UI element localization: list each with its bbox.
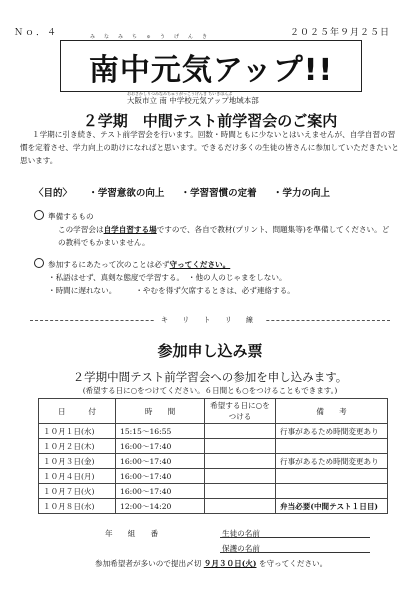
notice-title: ２学期 中間テスト前学習会のご案内	[82, 112, 338, 130]
goals-label: 〈目的〉	[34, 188, 73, 199]
table-row	[39, 454, 388, 469]
student-name-label: 生徒の名前	[222, 529, 260, 538]
cell-check[interactable]	[205, 424, 276, 439]
rule-line: ・時間に遅れない。 ・やむを得ず欠席するときは、必ず連絡する。	[48, 286, 295, 295]
cell-note: 行事があるため時間変更あり	[276, 424, 388, 439]
double-circle-icon	[34, 258, 44, 268]
cell-check[interactable]	[205, 469, 276, 484]
org-ruby: おおさかしりつみなみちゅうがっこうげんき ちいきほんぶ	[127, 91, 233, 96]
cell-date: １０月３日(金)	[39, 454, 116, 469]
cell-date: １０月１日(水)	[39, 424, 116, 439]
cell-check[interactable]	[205, 499, 276, 514]
intro-paragraph: １学期に引き続き、テスト前学習会を行います。回数・時間ともに少ないとはいえませんが、自学自習の習慣を定着させ、学力向上の助けになればと思います。できるだけ多くの生徒の皆さんに参加していただきたいと思います。	[20, 130, 399, 165]
column-header-check: 希望する日に○をつける	[205, 399, 276, 424]
cell-check[interactable]	[205, 484, 276, 499]
cell-check[interactable]	[205, 454, 276, 469]
table-header-row	[39, 399, 388, 424]
table-row	[39, 499, 388, 514]
title-box	[60, 40, 362, 92]
guardian-name-label: 保護の名前	[222, 544, 260, 553]
cell-time: 16:00～17:40	[116, 439, 205, 454]
column-header-note: 備 考	[276, 399, 388, 424]
schedule-table	[38, 398, 388, 514]
table-row	[39, 484, 388, 499]
cell-date: １０月２日(木)	[39, 439, 116, 454]
cell-time: 16:00～17:40	[116, 484, 205, 499]
cut-line-label: キ リ ト リ 線	[0, 315, 420, 325]
column-header-date: 日 付	[39, 399, 116, 424]
section-preparation	[34, 210, 394, 249]
deadline-date: ９月３０日(火)	[203, 559, 257, 568]
cell-date: １０月７日(火)	[39, 484, 116, 499]
cell-date: １０月４日(月)	[39, 469, 116, 484]
table-row	[39, 424, 388, 439]
deadline-note	[95, 558, 327, 569]
table-row	[39, 439, 388, 454]
goal-item: ・学力の向上	[272, 188, 330, 199]
deadline-text: 参加希望者が多いので提出〆切	[95, 559, 202, 568]
rule-line: ・私語はせず、真剣な態度で学習する。 ・他の人のじゃまをしない。	[48, 273, 287, 282]
goal-item: ・学習習慣の定着	[180, 188, 257, 199]
issue-number: Ｎｏ．４	[14, 28, 59, 38]
section-heading: 準備するもの	[48, 212, 94, 221]
class-number-label: 年 組 番	[105, 529, 159, 538]
cell-time: 16:00～17:40	[116, 469, 205, 484]
cell-check[interactable]	[205, 439, 276, 454]
cell-date: １０月８日(水)	[39, 499, 116, 514]
cell-time: 15:15～16:55	[116, 424, 205, 439]
section-text: ですので、各自で教材(プリント、問題集等)を準備してください。どの教科でもかまいません。	[58, 225, 390, 247]
title-ruby: みなみちゅうげんき	[90, 34, 217, 40]
page-title: 南中元気アップ!!	[88, 53, 334, 88]
emphasis-text: 守ってください。	[169, 260, 231, 269]
table-row	[39, 469, 388, 484]
emphasis-text: 自学自習する場	[103, 225, 157, 234]
goals-line	[34, 185, 340, 199]
cell-note: 弁当必要(中間テスト１日目)	[276, 499, 388, 514]
issue-date: ２０２５年９月２５日	[289, 28, 390, 38]
guardian-name-field[interactable]	[220, 552, 370, 553]
goal-item: ・学習意欲の向上	[88, 188, 165, 199]
cell-time: 16:00～17:40	[116, 454, 205, 469]
cell-note	[276, 484, 388, 499]
cell-time: 12:00～14:20	[116, 499, 205, 514]
section-rules	[34, 258, 394, 297]
section-text: この学習会は	[58, 225, 104, 234]
column-header-time: 時 間	[116, 399, 205, 424]
organization-name: 大阪市立 南 中学校元気アップ地域本部	[127, 96, 259, 105]
application-subtitle: ２学期中間テスト前学習会への参加を申し込みます。	[72, 370, 348, 384]
application-title: 参加申し込み票	[157, 342, 263, 360]
double-circle-icon	[34, 210, 44, 220]
cell-note	[276, 469, 388, 484]
cell-note: 行事があるため時間変更あり	[276, 454, 388, 469]
application-note: (希望する日に○をつけてください。６日間とも○をつけることもできます。)	[82, 386, 338, 395]
cell-note	[276, 439, 388, 454]
section-heading: 参加するにあたって次のことは必ず	[48, 260, 170, 269]
deadline-text: を守ってください。	[258, 559, 328, 568]
student-name-field[interactable]	[220, 537, 370, 538]
